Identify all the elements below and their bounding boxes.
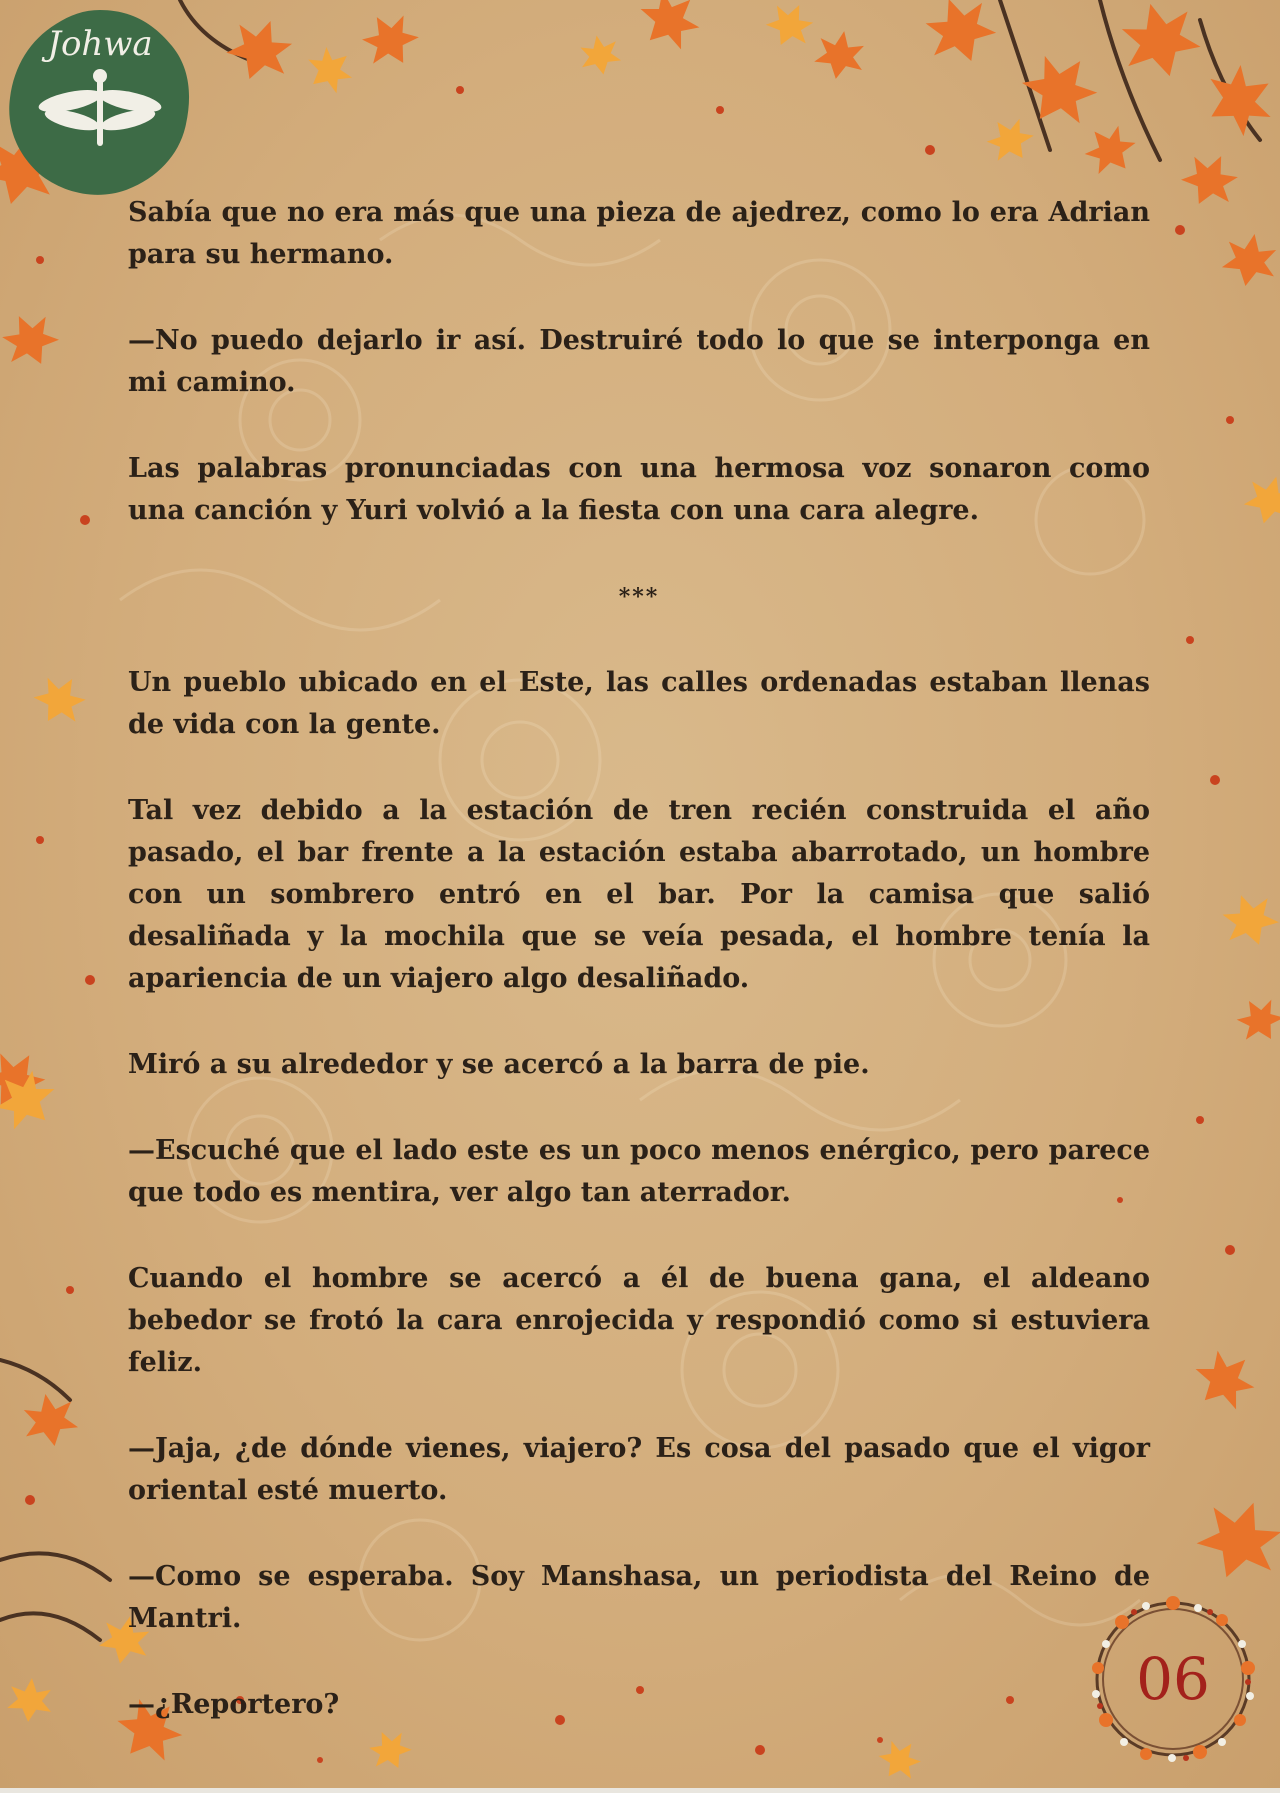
paragraph: Sabía que no era más que una pieza de ajedrez, como lo era Adrian para su hermano.: [128, 197, 1150, 270]
paragraph: Cuando el hombre se acercó a él de buena gana, el aldeano bebedor se frotó la cara enrojecida y respondió como si estuviera feliz.: [128, 1263, 1150, 1378]
story-text: [128, 192, 1150, 1726]
paragraph: —Jaja, ¿de dónde vienes, viajero? Es cosa del pasado que el vigor oriental esté muerto.: [128, 1433, 1150, 1506]
paragraph: —¿Reportero?: [128, 1689, 340, 1720]
publisher-logo: [4, 6, 196, 198]
paragraph: —Escuché que el lado este es un poco menos enérgico, pero parece que todo es mentira, ver algo tan aterrador.: [128, 1135, 1150, 1208]
paragraph: Las palabras pronunciadas con una hermosa voz sonaron como una canción y Yuri volvió a la fiesta con una cara alegre.: [128, 453, 1150, 526]
paragraph: —No puedo dejarlo ir así. Destruiré todo lo que se interponga en mi camino.: [128, 325, 1150, 398]
page-number-badge: [1082, 1588, 1264, 1770]
paragraph: Tal vez debido a la estación de tren recién construida el año pasado, el bar frente a la estación estaba abarrotado, un hombre con un sombrero entró en el bar. Por la camisa que salió desaliñada y la mochila que se veía pesada, el hombre tenía la apariencia de un viajero algo desaliñado.: [128, 795, 1150, 994]
paragraph: Miró a su alrededor y se acercó a la barra de pie.: [128, 1049, 870, 1080]
logo-text: Johwa: [47, 24, 153, 64]
bottom-edge: [0, 1788, 1280, 1793]
scene-separator: ***: [618, 584, 660, 610]
paragraph: —Como se esperaba. Soy Manshasa, un periodista del Reino de Mantri.: [128, 1561, 1150, 1634]
paragraph: Un pueblo ubicado en el Este, las calles ordenadas estaban llenas de vida con la gente.: [128, 667, 1150, 740]
page-number: 06: [1136, 1645, 1210, 1713]
